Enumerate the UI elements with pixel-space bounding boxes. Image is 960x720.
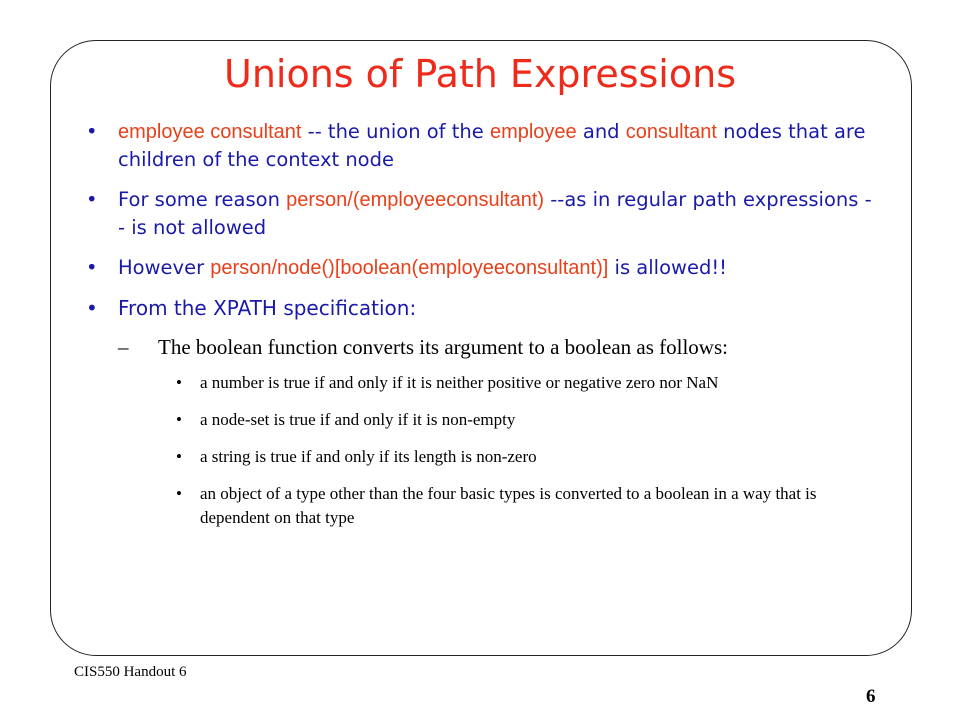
highlight-text: person/(employeeconsultant) bbox=[286, 189, 545, 211]
dash-text: The boolean function converts its argument to a boolean as follows: bbox=[158, 335, 728, 359]
plain-text: -- the union of the bbox=[301, 120, 490, 143]
plain-text: and bbox=[576, 120, 626, 143]
dash-glyph: – bbox=[118, 335, 129, 359]
page-number: 6 bbox=[866, 686, 876, 707]
xpath-heading: From the XPATH specification: bbox=[118, 296, 417, 320]
sub-bullet bbox=[176, 371, 872, 395]
slide-title: Unions of Path Expressions bbox=[224, 52, 736, 96]
bullet-item bbox=[82, 118, 872, 174]
bullet-dot: • bbox=[86, 188, 98, 211]
sub-bullet-text: a number is true if and only if it is neither positive or negative zero nor NaN bbox=[200, 373, 719, 392]
sub-bullet-text: a node-set is true if and only if it is non-empty bbox=[200, 410, 516, 429]
sub-bullet-text: an object of a type other than the four basic types is converted to a boolean in a way that is dependent on that type bbox=[200, 484, 817, 527]
sub-bullet bbox=[176, 482, 872, 530]
highlight-text: employee consultant bbox=[118, 121, 302, 143]
footer-course: CIS550 Handout 6 bbox=[74, 664, 187, 680]
plain-text: is allowed!! bbox=[608, 256, 727, 279]
sub-bullet bbox=[176, 408, 872, 432]
highlight-text: person/node()[boolean(employeeconsultant)] bbox=[210, 257, 609, 279]
plain-text: nodes that are children of the context node bbox=[118, 120, 866, 171]
sub-bullet bbox=[176, 445, 872, 469]
bullet-dot: • bbox=[176, 410, 182, 429]
bullet-text bbox=[118, 188, 872, 239]
dash-item bbox=[118, 334, 872, 361]
bullet-dot: • bbox=[86, 256, 98, 279]
plain-text: However bbox=[118, 256, 211, 279]
bullet-dot: • bbox=[86, 120, 98, 143]
bullet-text bbox=[118, 256, 727, 279]
bullet-item bbox=[82, 186, 872, 242]
bullet-dot: • bbox=[176, 484, 182, 503]
bullet-item-xpath bbox=[82, 294, 872, 322]
bullet-dot: • bbox=[176, 447, 182, 466]
bullet-dot: • bbox=[86, 296, 98, 320]
plain-text: --as in regular path expressions -- is not allowed bbox=[118, 188, 872, 239]
plain-text: For some reason bbox=[118, 188, 287, 211]
bullet-text bbox=[118, 120, 866, 171]
highlight-text: consultant bbox=[625, 121, 717, 143]
bullet-dot: • bbox=[176, 373, 182, 392]
bullet-list bbox=[82, 118, 872, 543]
bullet-item bbox=[82, 254, 872, 282]
highlight-text: employee bbox=[489, 121, 577, 143]
sub-bullet-text: a string is true if and only if its length is non-zero bbox=[200, 447, 537, 466]
